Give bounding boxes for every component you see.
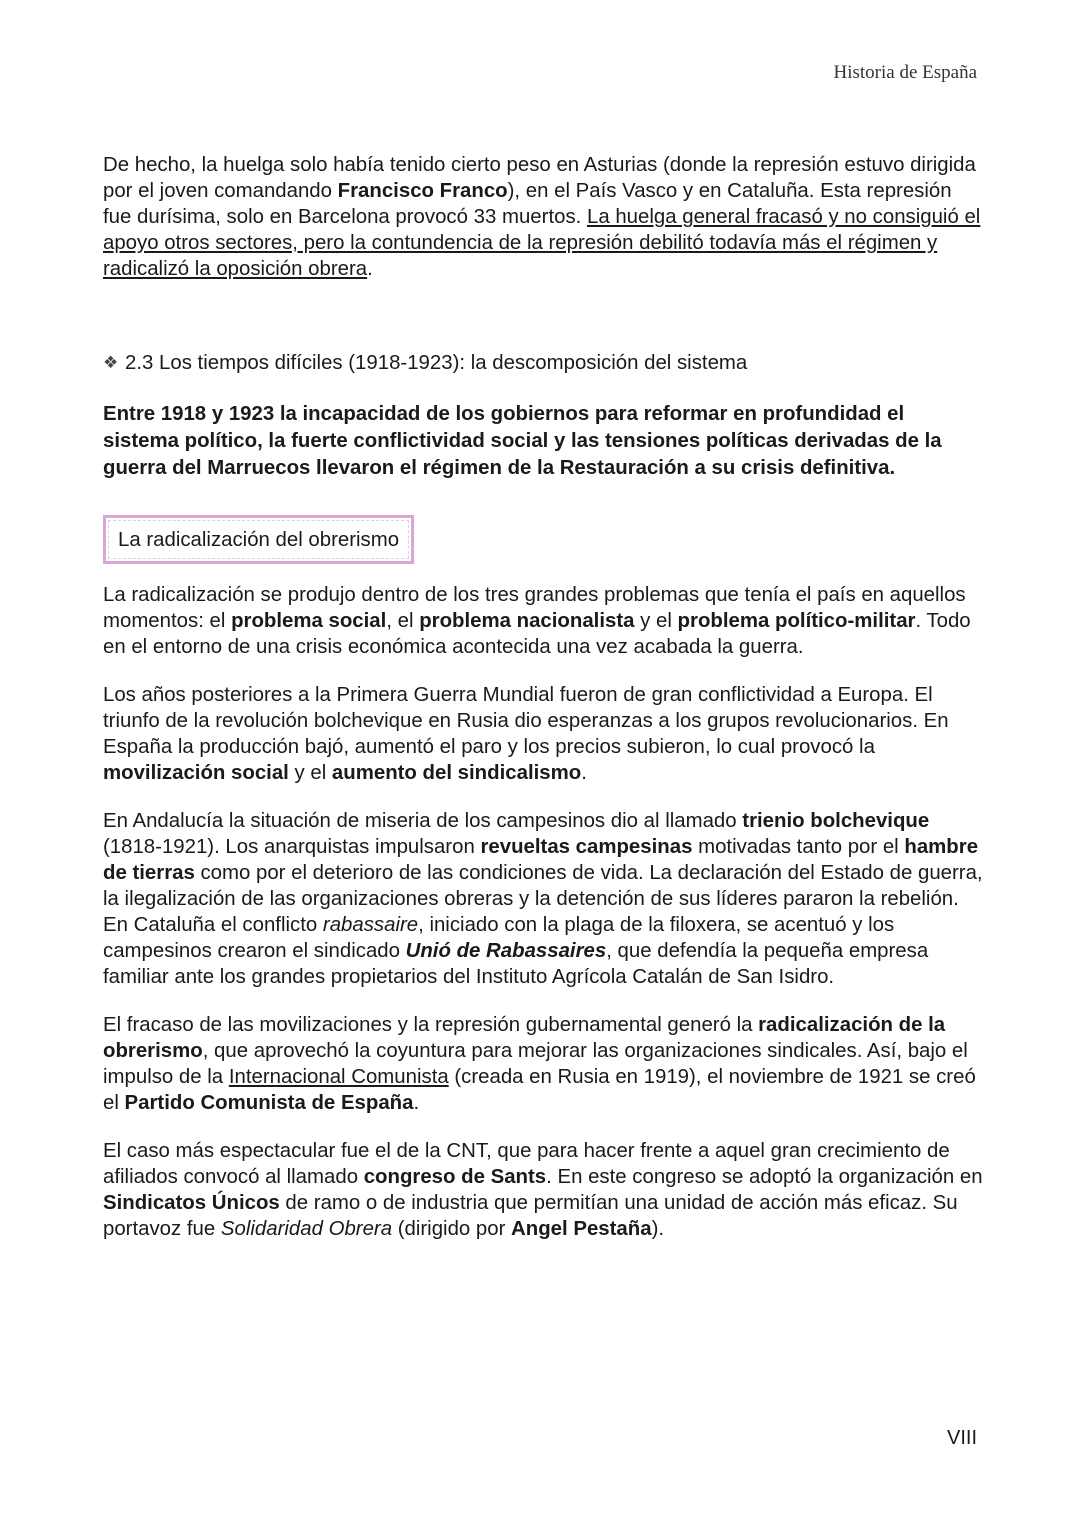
running-header: Historia de España [833, 62, 977, 83]
paragraph-huelga: De hecho, la huelga solo había tenido cierto peso en Asturias (donde la represión estuvo dirigida por el joven comandando Francisco Franco), en el País Vasco y en Cataluña. Esta represión fue durísima, solo en Barcelona provocó 33 muertos. La huelga general fracasó y no consiguió el apoyo otros sectores, pero la contundencia de la represión debilitó todavía más el régimen y radicalizó la oposición obrera. [103, 154, 981, 280]
paragraph-posguerra: Los años posteriores a la Primera Guerra Mundial fueron de gran conflictividad a Europa. El triunfo de la revolución bolchevique en Rusia dio esperanzas a los grupos revolucionarios. En España la producción bajó, aumentó el paro y los precios subieron, lo cual provocó la movilización social y el aumento del sindicalismo. [103, 684, 949, 784]
section-heading: ❖ 2.3 Los tiempos difíciles (1918-1923): la descomposición del sistema [103, 352, 748, 374]
page-body [103, 152, 983, 1242]
section-intro: Entre 1918 y 1923 la incapacidad de los gobiernos para reformar en profundidad el sistema político, la fuerte conflictividad social y las tensiones políticas derivadas de la guerra del Marruecos llevaron el régimen de la Restauración a su crisis definitiva. [103, 403, 942, 479]
paragraph-problemas: La radicalización se produjo dentro de los tres grandes problemas que tenía el país en aquellos momentos: el problema social, el problema nacionalista y el problema político-militar. Todo en el entorno de una crisis económica acontecida una vez acabada la guerra. [103, 584, 971, 658]
paragraph-fracaso: El fracaso de las movilizaciones y la represión gubernamental generó la radicalización de la obrerismo, que aprovechó la coyuntura para mejorar las organizaciones sindicales. Así, bajo el impulso de la Internacional Comunista (creada en Rusia en 1919), el noviembre de 1921 se creó el Partido Comunista de España. [103, 1014, 976, 1114]
paragraph-cnt: El caso más espectacular fue el de la CNT, que para hacer frente a aquel gran crecimiento de afiliados convocó al llamado congreso de Sants. En este congreso se adoptó la organización en Sindicatos Únicos de ramo o de industria que permitían una unidad de acción más eficaz. Su portavoz fue Solidaridad Obrera (dirigido por Angel Pestaña). [103, 1140, 983, 1240]
underlined-text: La huelga general fracasó y no consiguió el apoyo otros sectores, pero la contundencia de la represión debilitó todavía más el régimen y radicalizó la oposición obrera [103, 206, 981, 280]
subheading-box: La radicalización del obrerismo [103, 515, 414, 564]
paragraph-andalucia: En Andalucía la situación de miseria de los campesinos dio al llamado trienio bolchevique (1818-1921). Los anarquistas impulsaron revueltas campesinas motivadas tanto por el hambre de tierras como por el deterioro de las condiciones de vida. La declaración del Estado de guerra, la ilegalización de las organizaciones obreras y la detención de sus líderes pararon la rebelión. En Cataluña el conflicto rabassaire, iniciado con la plaga de la filoxera, se acentuó y los campesinos crearon el sindicado Unió de Rabassaires, que defendía la pequeña empresa familiar ante los grandes propietarios del Instituto Agrícola Catalán de San Isidro. [103, 810, 983, 988]
page-number: VIII [946, 1427, 977, 1449]
diamond-bullet-icon: ❖ [103, 353, 119, 372]
